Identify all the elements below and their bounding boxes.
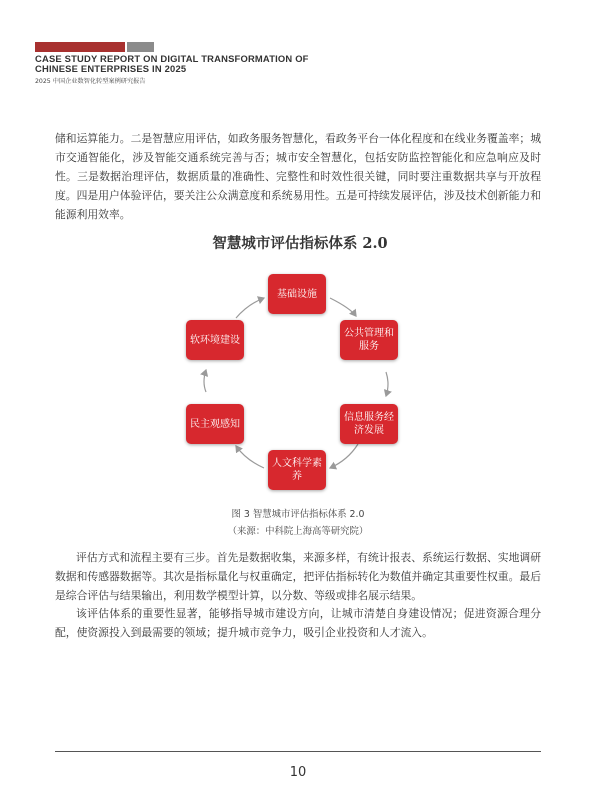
report-subtitle: 2025 中国企业数智化转型案例研究报告 bbox=[35, 78, 146, 85]
arrow-perception-to-softenv bbox=[204, 370, 206, 392]
node-public-management: 公共管理和服务 bbox=[340, 320, 398, 360]
arrow-humanities-to-perception bbox=[236, 446, 264, 468]
page-number: 10 bbox=[289, 765, 307, 780]
footer-divider bbox=[55, 751, 541, 752]
node-humanities: 人文科学素养 bbox=[268, 450, 326, 490]
node-soft-environment: 软环境建设 bbox=[186, 320, 244, 360]
body-paragraph-3: 该评估体系的重要性显著，能够指导城市建设方向，让城市清楚自身建设情况；促进资源合理分配，使资源投入到最需要的领域；提升城市竞争力，吸引企业投资和人才流入。 bbox=[55, 607, 541, 639]
figure-source: （来源：中科院上海高等研究院） bbox=[227, 526, 369, 537]
arrow-public-to-info bbox=[386, 372, 388, 396]
indicator-system-diagram bbox=[170, 226, 430, 496]
node-infrastructure: 基础设施 bbox=[268, 274, 326, 314]
arrow-infra-to-public bbox=[330, 298, 356, 316]
body-paragraph-1: 储和运算能力。二是智慧应用评估，如政务服务智慧化，看政务平台一体化程度和在线业务覆盖率；城市交通智能化，涉及智能交通系统完善与否；城市安全智慧化，包括安防监控智能化和应急响应及时性。三是数据治理评估，数据质量的准确性、完整性和时效性很关键，同时要注重数据共享与开放程度。四是用户体验评估，要关注公众满意度和系统易用性。五是可持续发展评估，涉及技术创新能力和能源利用效率。 bbox=[55, 132, 541, 221]
node-info-economy: 信息服务经济发展 bbox=[340, 404, 398, 444]
report-title bbox=[35, 54, 355, 74]
diagram-title: 智慧城市评估指标体系 2.0 bbox=[212, 235, 388, 252]
body-paragraph-2: 评估方式和流程主要有三步。首先是数据收集，来源多样，有统计报表、系统运行数据、实地调研数据和传感器数据等。其次是指标量化与权重确定，把评估指标转化为数值并确定其重要性权重。最后是综合评估与结果输出，利用数学模型计算，以分数、等级或排名展示结果。 bbox=[55, 551, 541, 602]
header-accent-bar-gray bbox=[127, 42, 154, 52]
arrow-softenv-to-infra bbox=[236, 298, 264, 318]
report-title-line1: CASE STUDY REPORT ON DIGITAL TRANSFORMATION OF bbox=[35, 53, 309, 64]
arrow-info-to-humanities bbox=[330, 444, 358, 468]
node-perception: 民主观感知 bbox=[186, 404, 244, 444]
figure-caption: 图 3 智慧城市评估指标体系 2.0 bbox=[231, 509, 365, 520]
header-accent-bar-red bbox=[35, 42, 125, 52]
report-title-line2: CHINESE ENTERPRISES IN 2025 bbox=[35, 63, 187, 74]
